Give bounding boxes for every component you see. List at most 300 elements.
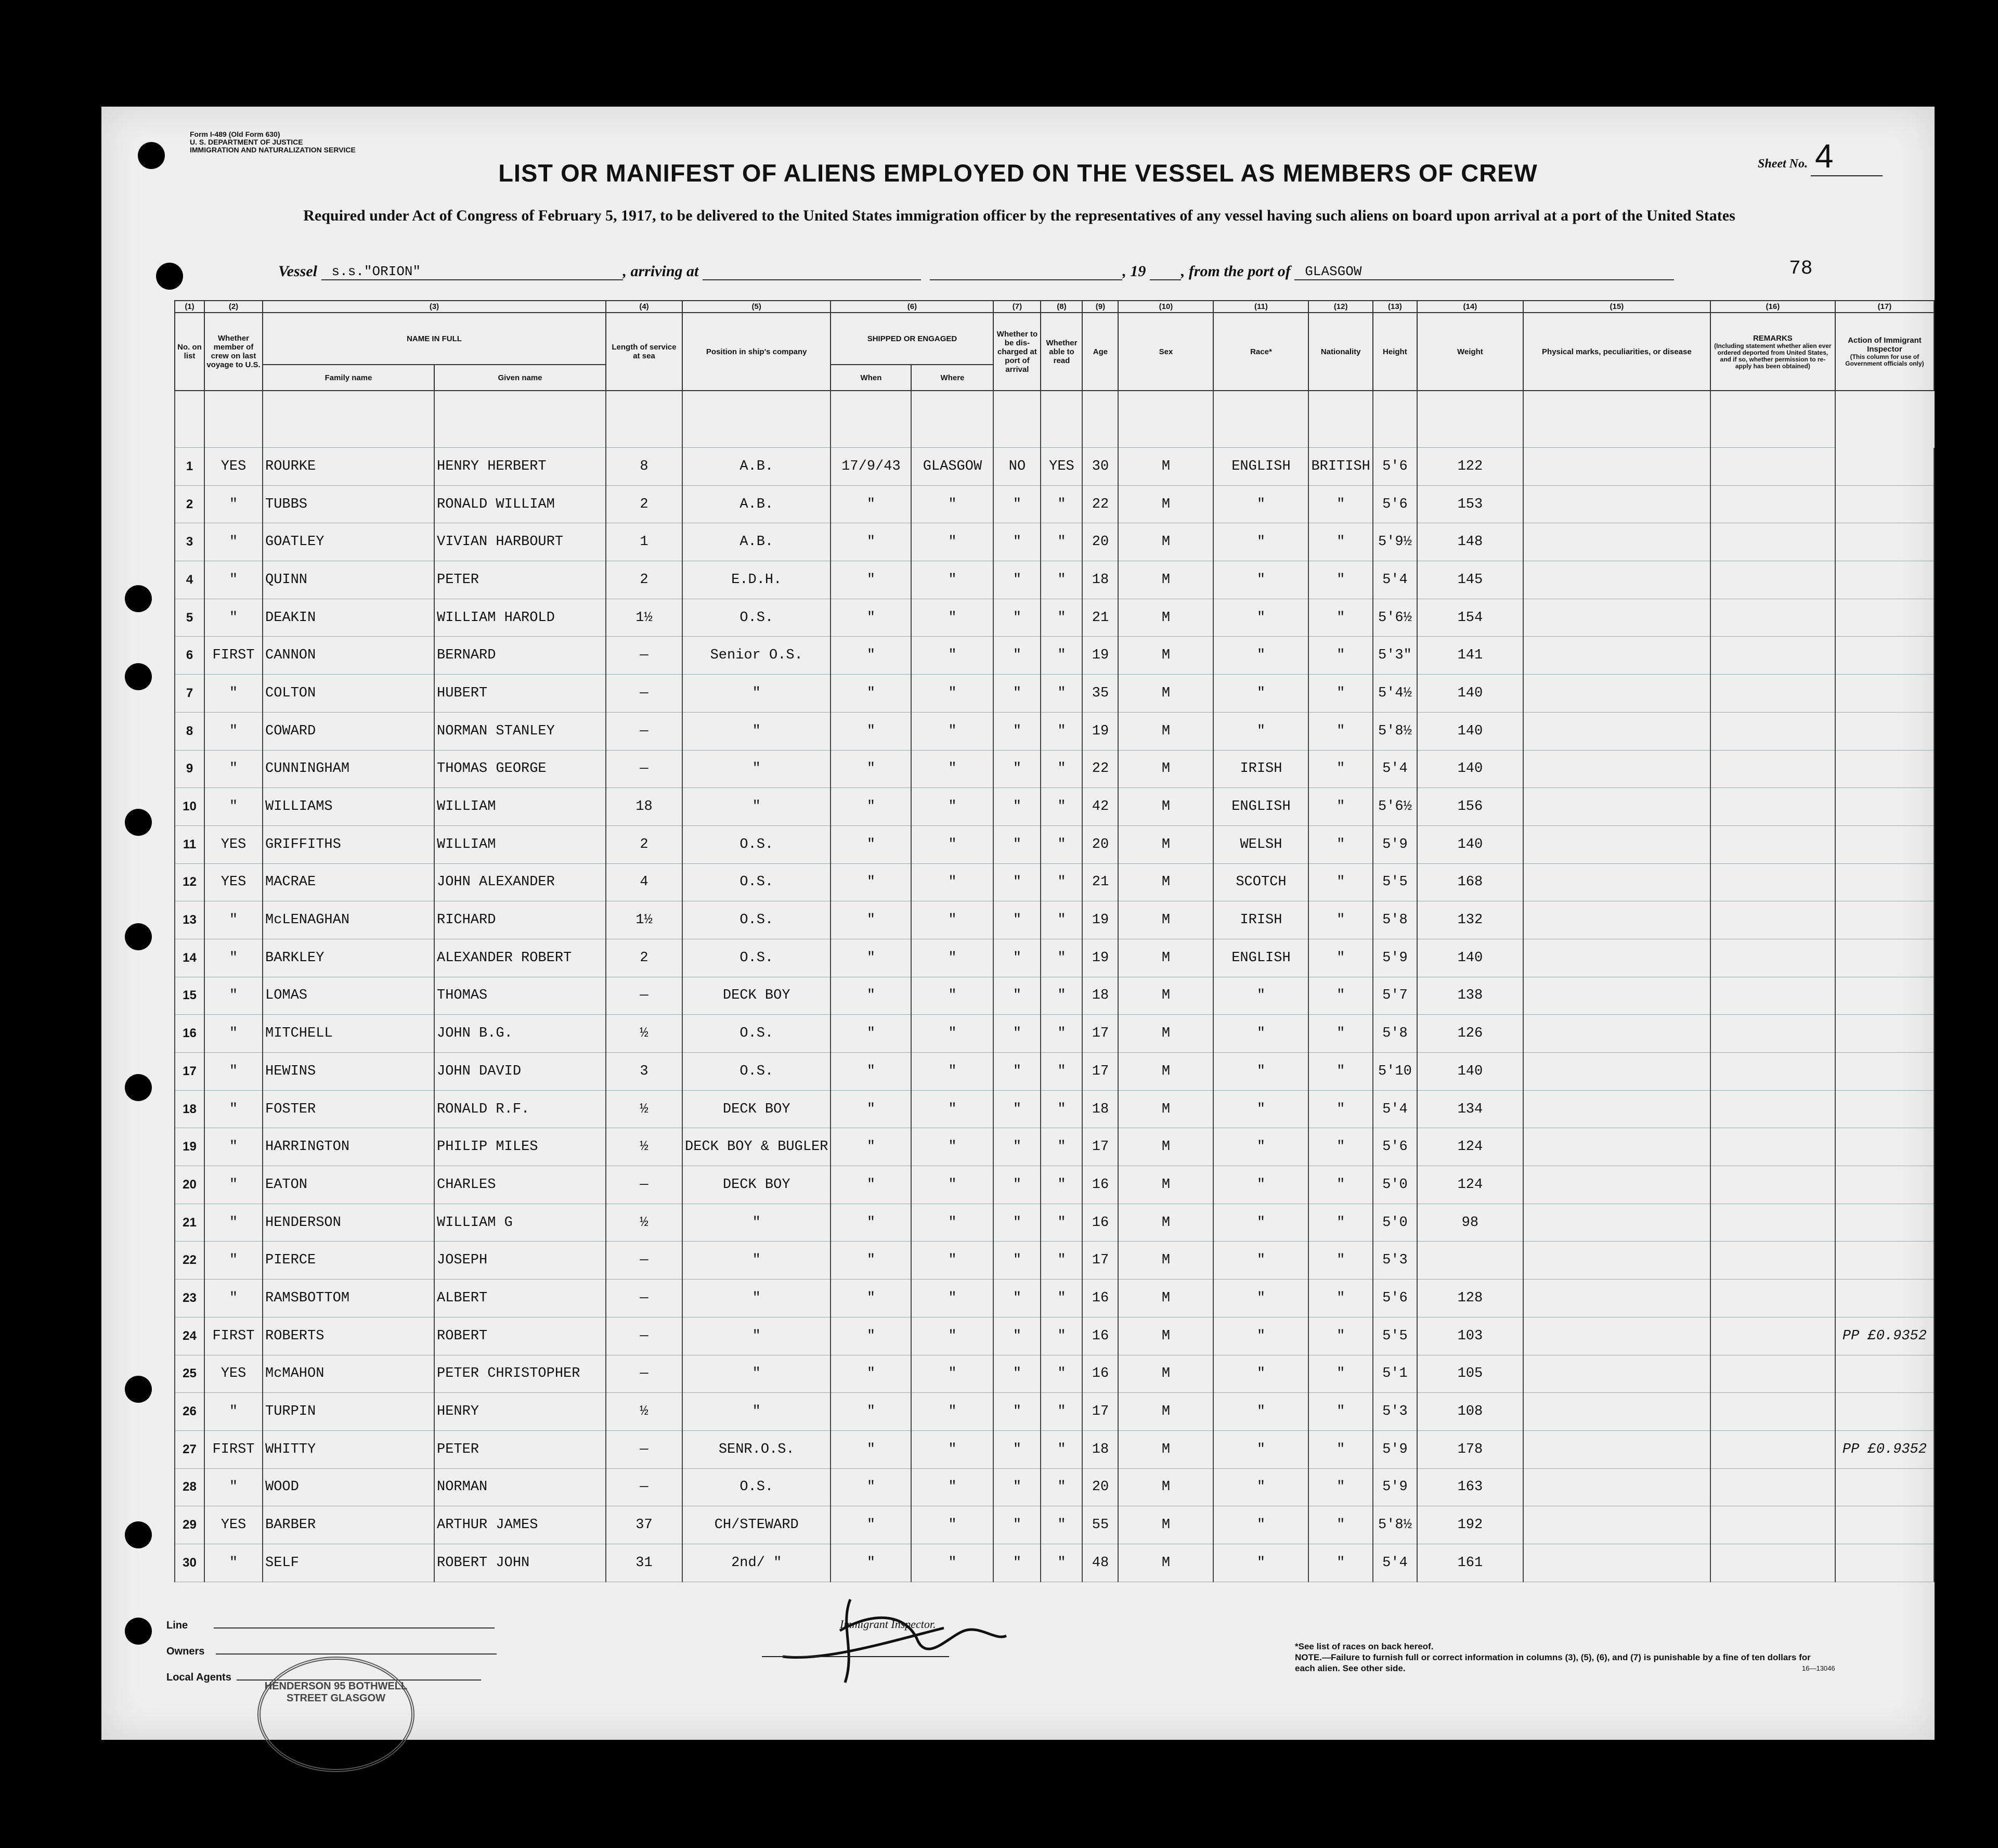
discharged: " [993, 561, 1041, 599]
nationality: " [1308, 1468, 1372, 1506]
last-voyage: " [204, 939, 263, 977]
remarks [1710, 977, 1835, 1015]
race: " [1213, 1355, 1308, 1393]
stamp-text: HENDERSON 95 BOTHWELL STREET GLASGOW [264, 1681, 408, 1704]
sex: M [1118, 1393, 1213, 1431]
sex: M [1118, 1355, 1213, 1393]
col-num: (12) [1308, 301, 1372, 313]
discharged: " [993, 1166, 1041, 1204]
discharged: " [993, 1317, 1041, 1355]
weight: 156 [1417, 788, 1523, 826]
nationality: " [1308, 523, 1372, 561]
length-of-service: — [606, 1166, 682, 1204]
length-of-service: 37 [606, 1506, 682, 1544]
header-height: Height [1373, 313, 1417, 391]
weight: 98 [1417, 1204, 1523, 1242]
family-name: BARBER [263, 1506, 434, 1544]
given-name: HUBERT [434, 675, 606, 713]
sex: M [1118, 1053, 1213, 1091]
inspector-action [1835, 788, 1934, 826]
weight: 126 [1417, 1015, 1523, 1053]
shipped-when: 17/9/43 [831, 448, 911, 486]
shipped-where: " [911, 1280, 993, 1317]
position: A.B. [682, 448, 831, 486]
position: " [682, 1393, 831, 1431]
crew-row [175, 523, 1934, 561]
vessel-name-field: s.s."ORION" [321, 264, 623, 280]
given-name: RICHARD [434, 901, 606, 939]
shipped-where: " [911, 1317, 993, 1355]
family-name: SELF [263, 1544, 434, 1582]
discharged: " [993, 1280, 1041, 1317]
manifest-sheet [101, 107, 1935, 1740]
weight: 145 [1417, 561, 1523, 599]
inspector-action [1835, 1128, 1934, 1166]
last-voyage: " [204, 750, 263, 788]
length-of-service: — [606, 750, 682, 788]
physical-marks [1523, 977, 1710, 1015]
nationality: " [1308, 939, 1372, 977]
race: " [1213, 485, 1308, 523]
inspector-action [1835, 599, 1934, 637]
given-name: ARTHUR JAMES [434, 1506, 606, 1544]
position: DECK BOY [682, 977, 831, 1015]
physical-marks [1523, 448, 1710, 486]
length-of-service: 1 [606, 523, 682, 561]
physical-marks [1523, 1355, 1710, 1393]
age: 21 [1082, 863, 1118, 901]
able-to-read: " [1041, 485, 1082, 523]
race: IRISH [1213, 750, 1308, 788]
inspector-action [1835, 485, 1934, 523]
last-voyage: " [204, 1090, 263, 1128]
nationality: " [1308, 863, 1372, 901]
col-num: (3) [263, 301, 606, 313]
nationality: " [1308, 485, 1372, 523]
row-number: 15 [175, 977, 204, 1015]
row-number: 23 [175, 1280, 204, 1317]
physical-marks [1523, 1053, 1710, 1091]
race: " [1213, 637, 1308, 675]
shipped-where: " [911, 1544, 993, 1582]
sex: M [1118, 712, 1213, 750]
remarks [1710, 1128, 1835, 1166]
weight: 140 [1417, 825, 1523, 863]
age: 17 [1082, 1015, 1118, 1053]
remarks [1710, 561, 1835, 599]
race: " [1213, 1242, 1308, 1280]
weight: 140 [1417, 675, 1523, 713]
age: 19 [1082, 637, 1118, 675]
header-no-on-list: No. on list [175, 313, 204, 391]
arriving-field [703, 279, 921, 280]
shipped-when: " [831, 1355, 911, 1393]
discharged: " [993, 1355, 1041, 1393]
sex: M [1118, 1430, 1213, 1468]
position: SENR.O.S. [682, 1430, 831, 1468]
age: 20 [1082, 825, 1118, 863]
row-number: 21 [175, 1204, 204, 1242]
given-name: JOHN ALEXANDER [434, 863, 606, 901]
inspector-action [1835, 1053, 1934, 1091]
nationality: " [1308, 1015, 1372, 1053]
able-to-read: " [1041, 599, 1082, 637]
remarks [1710, 712, 1835, 750]
length-of-service: — [606, 1280, 682, 1317]
last-voyage: " [204, 1468, 263, 1506]
position: O.S. [682, 599, 831, 637]
shipped-where: " [911, 1204, 993, 1242]
discharged: " [993, 939, 1041, 977]
height: 5'5 [1373, 1317, 1417, 1355]
col-num: (17) [1835, 301, 1934, 313]
remarks [1710, 523, 1835, 561]
discharged: " [993, 637, 1041, 675]
weight: 154 [1417, 599, 1523, 637]
given-name: PETER [434, 1430, 606, 1468]
sex: M [1118, 1242, 1213, 1280]
inspector-action [1835, 675, 1934, 713]
inspector-action [1835, 977, 1934, 1015]
nationality: " [1308, 1090, 1372, 1128]
remarks [1710, 637, 1835, 675]
race: " [1213, 1053, 1308, 1091]
position: DECK BOY & BUGLER [682, 1128, 831, 1166]
able-to-read: " [1041, 1166, 1082, 1204]
remarks [1710, 939, 1835, 977]
age: 20 [1082, 1468, 1118, 1506]
shipped-where: " [911, 1166, 993, 1204]
discharged: " [993, 1393, 1041, 1431]
shipped-when: " [831, 1090, 911, 1128]
given-name: NORMAN [434, 1468, 606, 1506]
given-name: WILLIAM [434, 788, 606, 826]
height: 5'6 [1373, 1280, 1417, 1317]
crew-row [175, 977, 1934, 1015]
given-name: HENRY HERBERT [434, 448, 606, 486]
length-of-service: 4 [606, 863, 682, 901]
discharged: " [993, 1468, 1041, 1506]
shipped-where: " [911, 939, 993, 977]
physical-marks [1523, 1506, 1710, 1544]
row-number: 30 [175, 1544, 204, 1582]
remarks [1710, 750, 1835, 788]
length-of-service: ½ [606, 1090, 682, 1128]
shipped-when: " [831, 561, 911, 599]
able-to-read: " [1041, 675, 1082, 713]
length-of-service: ½ [606, 1393, 682, 1431]
discharged: " [993, 1204, 1041, 1242]
shipped-where: " [911, 1053, 993, 1091]
crew-row [175, 675, 1934, 713]
able-to-read: " [1041, 712, 1082, 750]
race: " [1213, 599, 1308, 637]
remarks [1710, 1242, 1835, 1280]
discharged: " [993, 1430, 1041, 1468]
row-number: 6 [175, 637, 204, 675]
age: 22 [1082, 750, 1118, 788]
length-of-service: ½ [606, 1204, 682, 1242]
weight: 168 [1417, 863, 1523, 901]
nationality: BRITISH [1308, 448, 1372, 486]
discharged: " [993, 901, 1041, 939]
nationality: " [1308, 750, 1372, 788]
able-to-read: " [1041, 1280, 1082, 1317]
crew-row [175, 1317, 1934, 1355]
line-label: Line [166, 1620, 188, 1631]
shipped-where: " [911, 863, 993, 901]
note-penalty: NOTE.—Failure to furnish full or correct information in columns (3), (5), (6), and (7) is punishable by a fine of ten dollars for each alien. See other side. [1295, 1652, 1811, 1673]
race: " [1213, 977, 1308, 1015]
row-number: 25 [175, 1355, 204, 1393]
col-num: (11) [1213, 301, 1308, 313]
family-name: PIERCE [263, 1242, 434, 1280]
nationality: " [1308, 901, 1372, 939]
length-of-service: 2 [606, 485, 682, 523]
inspector-action [1835, 1544, 1934, 1582]
last-voyage: " [204, 1053, 263, 1091]
position: O.S. [682, 901, 831, 939]
position: " [682, 712, 831, 750]
length-of-service: — [606, 675, 682, 713]
sex: M [1118, 939, 1213, 977]
height: 5'9 [1373, 939, 1417, 977]
last-voyage: " [204, 977, 263, 1015]
given-name: PETER [434, 561, 606, 599]
physical-marks [1523, 561, 1710, 599]
inspector-action [1835, 448, 1934, 486]
col-num: (9) [1082, 301, 1118, 313]
action-subtitle: (This column for use of Government officials only) [1845, 353, 1924, 367]
crew-row [175, 1166, 1934, 1204]
given-name: JOHN B.G. [434, 1015, 606, 1053]
nationality: " [1308, 1430, 1372, 1468]
given-name: ALBERT [434, 1280, 606, 1317]
crew-row [175, 485, 1934, 523]
inspector-action [1835, 1355, 1934, 1393]
shipped-where: GLASGOW [911, 448, 993, 486]
remarks [1710, 675, 1835, 713]
position: O.S. [682, 825, 831, 863]
position: O.S. [682, 863, 831, 901]
able-to-read: " [1041, 1204, 1082, 1242]
shipped-when: " [831, 750, 911, 788]
weight: 140 [1417, 1053, 1523, 1091]
position: DECK BOY [682, 1166, 831, 1204]
weight: 153 [1417, 485, 1523, 523]
note-races: *See list of races on back hereof. [1295, 1642, 1434, 1651]
crew-row [175, 1355, 1934, 1393]
weight: 124 [1417, 1166, 1523, 1204]
blank-row [175, 391, 1934, 448]
height: 5'6½ [1373, 788, 1417, 826]
inspector-action: PP £0.9352 [1835, 1430, 1934, 1468]
agent-stamp [257, 1657, 414, 1772]
physical-marks [1523, 637, 1710, 675]
family-name: McMAHON [263, 1355, 434, 1393]
family-name: EATON [263, 1166, 434, 1204]
inspector-action: PP £0.9352 [1835, 1317, 1934, 1355]
physical-marks [1523, 863, 1710, 901]
punch-hole [125, 663, 152, 690]
inspector-action [1835, 901, 1934, 939]
given-name: ROBERT JOHN [434, 1544, 606, 1582]
row-number: 7 [175, 675, 204, 713]
age: 18 [1082, 1430, 1118, 1468]
able-to-read: " [1041, 637, 1082, 675]
sex: M [1118, 825, 1213, 863]
family-name: HEWINS [263, 1053, 434, 1091]
able-to-read: " [1041, 1355, 1082, 1393]
race: " [1213, 1015, 1308, 1053]
shipped-when: " [831, 939, 911, 977]
weight: 128 [1417, 1280, 1523, 1317]
race: " [1213, 712, 1308, 750]
height: 5'6½ [1373, 599, 1417, 637]
race: " [1213, 675, 1308, 713]
form-print-number: 16—13046 [1802, 1664, 1835, 1672]
shipped-where: " [911, 1393, 993, 1431]
crew-row [175, 788, 1934, 826]
height: 5'8½ [1373, 712, 1417, 750]
punch-hole [125, 923, 152, 950]
race: " [1213, 1166, 1308, 1204]
weight: 178 [1417, 1430, 1523, 1468]
discharged: " [993, 1544, 1041, 1582]
last-voyage: " [204, 1280, 263, 1317]
sex: M [1118, 675, 1213, 713]
position: 2nd/ " [682, 1544, 831, 1582]
able-to-read: " [1041, 939, 1082, 977]
age: 42 [1082, 788, 1118, 826]
able-to-read: " [1041, 901, 1082, 939]
nationality: " [1308, 561, 1372, 599]
able-to-read: " [1041, 1015, 1082, 1053]
able-to-read: " [1041, 1090, 1082, 1128]
shipped-where: " [911, 1506, 993, 1544]
nationality: " [1308, 1128, 1372, 1166]
footer-notes [1295, 1641, 1815, 1674]
shipped-when: " [831, 1393, 911, 1431]
given-name: RONALD R.F. [434, 1090, 606, 1128]
sex: M [1118, 637, 1213, 675]
row-number: 17 [175, 1053, 204, 1091]
last-voyage: YES [204, 1506, 263, 1544]
remarks [1710, 1544, 1835, 1582]
family-name: HENDERSON [263, 1204, 434, 1242]
able-to-read: " [1041, 1128, 1082, 1166]
col-num: (7) [993, 301, 1041, 313]
line-field [166, 1612, 497, 1638]
length-of-service: ½ [606, 1015, 682, 1053]
given-name: RONALD WILLIAM [434, 485, 606, 523]
row-number: 18 [175, 1090, 204, 1128]
position: O.S. [682, 1053, 831, 1091]
col-num: (6) [831, 301, 993, 313]
sex: M [1118, 561, 1213, 599]
length-of-service: — [606, 1355, 682, 1393]
row-number: 22 [175, 1242, 204, 1280]
position: " [682, 788, 831, 826]
physical-marks [1523, 939, 1710, 977]
last-voyage: " [204, 675, 263, 713]
crew-row [175, 1242, 1934, 1280]
nationality: " [1308, 977, 1372, 1015]
height: 5'6 [1373, 1128, 1417, 1166]
discharged: " [993, 485, 1041, 523]
family-name: QUINN [263, 561, 434, 599]
family-name: GRIFFITHS [263, 825, 434, 863]
able-to-read: YES [1041, 448, 1082, 486]
length-of-service: — [606, 1317, 682, 1355]
age: 48 [1082, 1544, 1118, 1582]
discharged: " [993, 977, 1041, 1015]
discharged: " [993, 788, 1041, 826]
length-of-service: 18 [606, 788, 682, 826]
position: " [682, 1355, 831, 1393]
length-of-service: ½ [606, 1128, 682, 1166]
remarks-subtitle: (Including statement whether alien ever ordered deported from United States, and if so, whether permission to re-apply has been obtained) [1714, 342, 1832, 370]
last-voyage: " [204, 523, 263, 561]
shipped-where: " [911, 977, 993, 1015]
position: O.S. [682, 1468, 831, 1506]
last-voyage: YES [204, 863, 263, 901]
race: " [1213, 1090, 1308, 1128]
shipped-when: " [831, 1506, 911, 1544]
row-number: 28 [175, 1468, 204, 1506]
crew-row [175, 1506, 1934, 1544]
crew-row [175, 901, 1934, 939]
able-to-read: " [1041, 788, 1082, 826]
inspector-action [1835, 1393, 1934, 1431]
height: 5'10 [1373, 1053, 1417, 1091]
given-name: HENRY [434, 1393, 606, 1431]
col-num: (5) [682, 301, 831, 313]
able-to-read: " [1041, 750, 1082, 788]
family-name: TUBBS [263, 485, 434, 523]
shipped-when: " [831, 599, 911, 637]
age: 16 [1082, 1166, 1118, 1204]
height: 5'8 [1373, 1015, 1417, 1053]
punch-hole [156, 263, 183, 290]
weight: 140 [1417, 712, 1523, 750]
crew-row [175, 1053, 1934, 1091]
shipped-when: " [831, 1280, 911, 1317]
physical-marks [1523, 1468, 1710, 1506]
height: 5'4 [1373, 750, 1417, 788]
crew-row [175, 825, 1934, 863]
crew-row [175, 750, 1934, 788]
shipped-when: " [831, 1544, 911, 1582]
family-name: TURPIN [263, 1393, 434, 1431]
given-name: PETER CHRISTOPHER [434, 1355, 606, 1393]
crew-row [175, 1128, 1934, 1166]
header-last-voyage: Whether member of crew on last voyage to U.S. [204, 313, 263, 391]
remarks [1710, 1280, 1835, 1317]
nationality: " [1308, 599, 1372, 637]
given-name: BERNARD [434, 637, 606, 675]
given-name: ROBERT [434, 1317, 606, 1355]
able-to-read: " [1041, 1468, 1082, 1506]
weight: 141 [1417, 637, 1523, 675]
family-name: McLENAGHAN [263, 901, 434, 939]
form-identifier: Form I-489 (Old Form 630) U. S. DEPARTMENT OF JUSTICE IMMIGRATION AND NATURALIZATION SERVICE [190, 130, 356, 154]
inspector-action [1835, 637, 1934, 675]
row-number: 2 [175, 485, 204, 523]
physical-marks [1523, 901, 1710, 939]
sex: M [1118, 1468, 1213, 1506]
physical-marks [1523, 1166, 1710, 1204]
